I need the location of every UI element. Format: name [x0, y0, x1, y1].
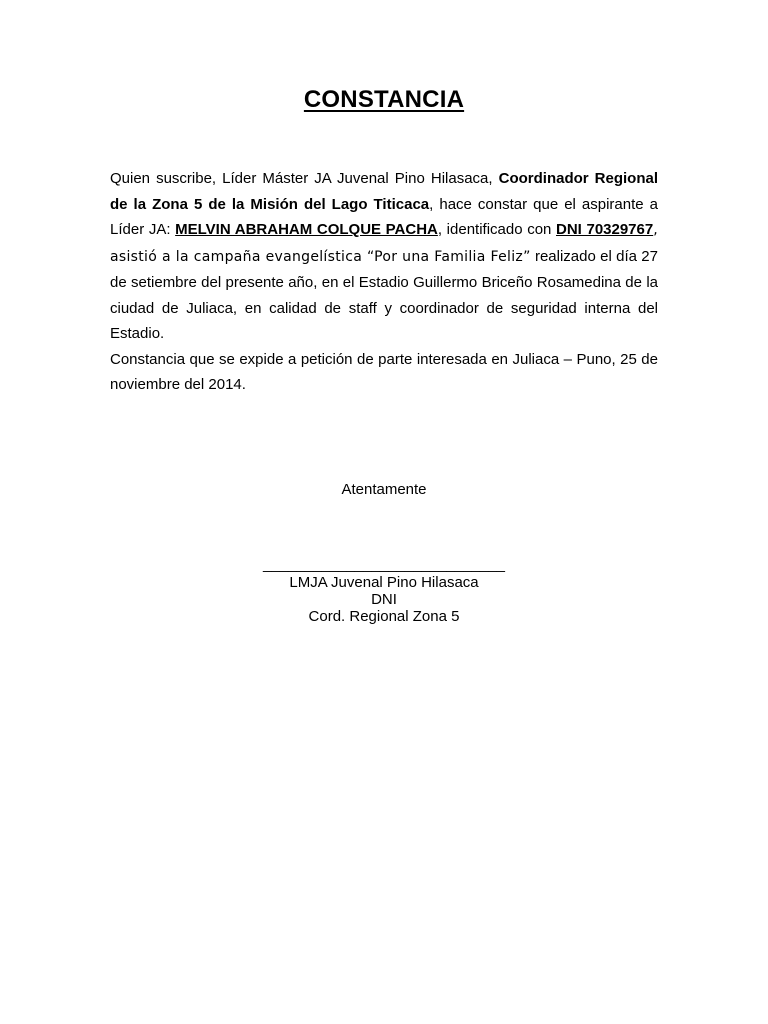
signature-block: [0, 556, 768, 625]
signer-role: Cord. Regional Zona 5: [308, 608, 460, 625]
paragraph-issuance: Constancia que se expide a petición de parte interesada en Juliaca – Puno, 25 de noviembre del 2014.: [110, 350, 658, 393]
candidate-dni: DNI 70329767: [556, 221, 654, 238]
event-details-text: realizado el día 27 de setiembre del presente año, en el Estadio Guillermo Briceño Rosamedina de la ciudad de Juliaca, en calidad de staff y coordinador de seguridad interna del Estadio.: [110, 247, 658, 342]
document-body: [110, 166, 658, 398]
signer-dni-label: DNI: [371, 591, 397, 608]
certify-text: , hace constar que el aspirante a Líder JA:: [110, 195, 658, 238]
intro-text: Quien suscribe, Líder Máster JA Juvenal Pino Hilasaca,: [110, 170, 499, 187]
campaign-text: , asistió a la campaña evangelística “Por una Familia Feliz”: [110, 222, 658, 265]
candidate-name: MELVIN ABRAHAM COLQUE PACHA: [175, 221, 438, 238]
signer-name: LMJA Juvenal Pino Hilasaca: [289, 574, 479, 591]
signature-line: _____________________________: [263, 556, 505, 573]
signer-position: Coordinador Regional de la Zona 5 de la Misión del Lago Titicaca: [110, 170, 659, 213]
paragraph-main: [110, 166, 658, 347]
identified-text: , identificado con: [437, 221, 557, 238]
document-title: CONSTANCIA: [303, 86, 465, 113]
closing-text: Atentamente: [341, 481, 427, 498]
